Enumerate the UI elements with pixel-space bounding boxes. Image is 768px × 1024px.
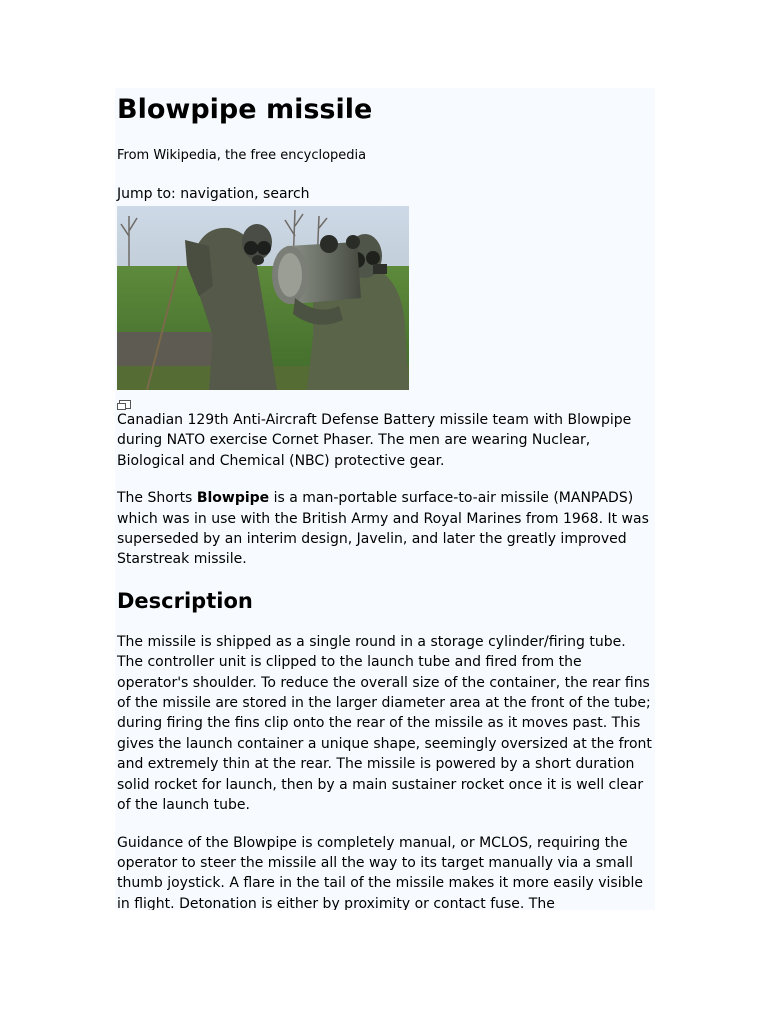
article-page bbox=[115, 88, 655, 910]
site-tagline: From Wikipedia, the free encyclopedia bbox=[117, 148, 367, 163]
blowpipe-team-photo[interactable] bbox=[117, 206, 409, 390]
intro-paragraph: The Shorts Blowpipe is a man-portable surface-to-air missile (MANPADS) which was in use with the British Army and Royal Marines from 1968. It was superseded by an interim design, Javelin, and later the greatly improved Starstreak missile. bbox=[117, 490, 649, 568]
intro-bold-term: Blowpipe bbox=[196, 490, 270, 507]
description-paragraph: The missile is shipped as a single round in a storage cylinder/firing tube. The controller unit is clipped to the launch tube and fired from the operator's shoulder. To reduce the overall size of the container, the rear fins of the missile are stored in the larger diameter area at the front of the tube; during firing the fins clip onto the rear of the missile as it moves past. This gives the launch container a unique shape, seemingly oversized at the front and extremely thin at the rear. The missile is powered by a short duration solid rocket for launch, then by a main sustainer rocket once it is well clear of the launch tube. bbox=[117, 633, 652, 814]
page-title: Blowpipe missile bbox=[117, 94, 373, 125]
navigation-link[interactable]: navigation bbox=[180, 186, 255, 202]
jump-prefix: Jump to: bbox=[117, 186, 181, 202]
image-caption: Canadian 129th Anti-Aircraft Defense Battery missile team with Blowpipe during NATO exercise Cornet Phaser. The men are wearing Nuclear, Biological and Chemical (NBC) protective gear. bbox=[117, 412, 632, 469]
search-link[interactable]: search bbox=[263, 186, 310, 202]
guidance-paragraph: Guidance of the Blowpipe is completely manual, or MCLOS, requiring the operator to steer the missile all the way to its target manually via a small thumb joystick. A flare in the tail of the missile makes it more easily visible in flight. Detonation is either by proximity or contact fuse. The bbox=[117, 834, 644, 910]
section-heading-description: Description bbox=[117, 588, 253, 613]
article-content bbox=[115, 92, 655, 910]
jump-to-links bbox=[117, 185, 655, 203]
enlarge-icon[interactable] bbox=[117, 399, 133, 409]
jump-separator: , bbox=[254, 186, 264, 202]
